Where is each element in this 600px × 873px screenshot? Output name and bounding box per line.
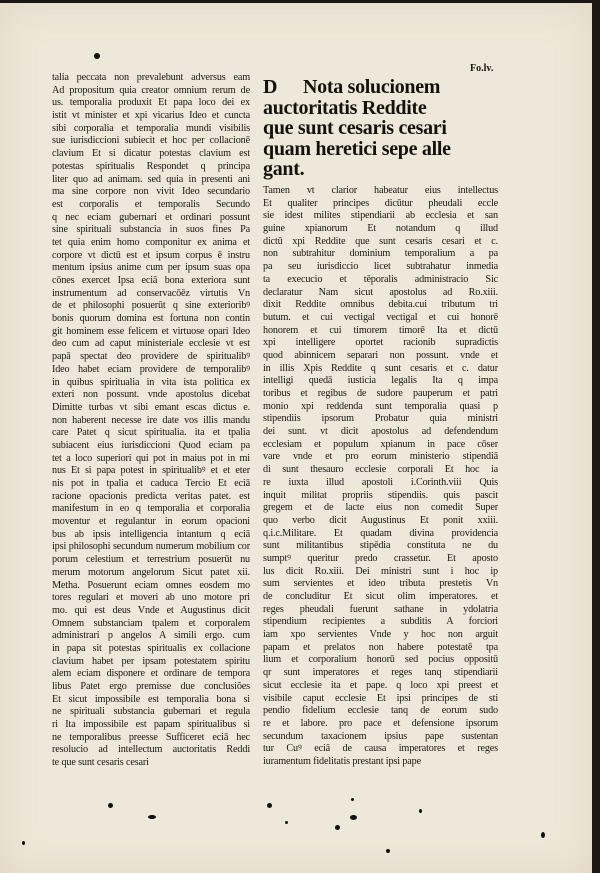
text-line: stipendium recipientes a subditis A forciori (263, 616, 498, 628)
text-line: toribus et regibus de sudore pauperum et patri (263, 388, 498, 399)
text-line: Ideo habet eciam providere de temporalibꝰ (52, 363, 250, 375)
text-line: ne temporalibus preesse Sufficeret eciā hec (52, 731, 250, 743)
text-line: q.i.c.Militare. Et quadam divina providencia (263, 527, 498, 539)
section-heading (263, 77, 503, 180)
text-line: tet quia enim homo componitur ex anima et (52, 236, 250, 248)
ink-speck (419, 809, 422, 813)
text-line: moventur et regulantur in eorum opacioni (52, 516, 250, 528)
text-line: gregem et de lacte eius non comedit Super (263, 502, 498, 514)
ink-speck (541, 832, 545, 838)
text-line: iam xpo servientes Vnde y hoc non arguit (263, 629, 498, 641)
text-line: non subtrahitur dominium temporalium a pa (263, 248, 498, 260)
text-line: dixit Reddite omnibus debita.cui tributum tri (263, 299, 498, 311)
text-line: te que sunt cesaris cesari (52, 757, 149, 769)
text-line: visibile caput ecclesie Et ipsi principes de sti (263, 692, 498, 704)
text-line: nis pot in tpalia et caduca Tercio Et eciā (52, 478, 250, 489)
text-line: administrari p angelos A simili ergo. cum (52, 630, 250, 642)
text-line: sine spirituali substancia in suos fines Pa (52, 224, 250, 236)
heading-text: Nota solucionem (303, 77, 441, 98)
ink-speck (94, 53, 100, 59)
text-line: Ad propositum quia creator omnium rerum de (52, 84, 250, 96)
text-line: in quibus spiritualia in vita ista politica ex (52, 376, 250, 388)
text-line: qr sunt imperatores et reges tanq stipendiarii (263, 667, 498, 679)
text-line: mentum ipsius anime cum per ipsum suas opa (52, 262, 250, 274)
text-line: bonis quorum domina est fortuna non contin (52, 313, 250, 325)
text-line: in illis Xpis Reddite q sunt cesaris et c. datur (263, 362, 498, 374)
text-line: Et qualiter principes dicūtur pheudali eccle (263, 197, 498, 209)
text-line: secundum taxacionem ipsius pape sustentan (263, 730, 498, 742)
text-line: ri Ita impossibile est papam spiritualibus si (52, 719, 250, 731)
text-line: Omnem substanciam tpalem et corporalem (52, 617, 250, 629)
right-text-column (263, 185, 498, 769)
text-line: declaratur Nam sicut apostolus ad Ro.xiii. (263, 286, 498, 298)
text-line: quod abinnicem separari non possunt. vnde et (263, 349, 498, 361)
ink-speck (386, 849, 390, 853)
text-line: intelligi quedā iusticia legalis Ita q impa (263, 375, 498, 387)
text-line: monio xpi reddenda sunt temporalia quasi p (263, 400, 498, 412)
left-text-column (52, 72, 250, 770)
text-line: sumptꝰ queritur predo crassetur. Et aposto (263, 552, 498, 564)
text-line: us. temporalia produxit Et papa loco dei ex (52, 97, 250, 109)
text-line: sue iurisdiccioni subiecit et hoc per collacionē (52, 135, 250, 147)
text-line: lium et corporalium honorū sed pocius oppositū (263, 654, 498, 666)
book-page (0, 3, 592, 873)
ink-speck (267, 803, 272, 808)
text-line: resolucio ad intellectum auctoritatis Reddi (52, 744, 250, 756)
text-line: care Patet q sicut spiritualia. ita et tpalia (52, 427, 250, 439)
text-line: papam et prelatos non habere potestatē tpa (263, 641, 498, 653)
text-line: dictū xpi Reddite que sunt cesaris cesari et c. (263, 235, 498, 247)
text-line: cōnes exercet Ipsa eciā bona exteriora sunt (52, 275, 250, 286)
ink-speck (285, 821, 288, 824)
text-line: de concluditur Et sicut olim imperatores. et (263, 591, 498, 602)
text-line: liter quo ad animam. sed quia in presenti ani (52, 173, 250, 185)
guide-letter: D (263, 77, 278, 98)
text-line: non haberent necesse ire date vos illis mandu (52, 414, 250, 426)
text-line: ipsi philosophi secundum numerum mobilium cor (52, 541, 250, 553)
heading-line: auctoritatis Reddite (263, 97, 427, 118)
text-line: ma sine corpore non vivit Ideo secundario (52, 186, 250, 198)
folio-number: Fo.lv. (470, 63, 494, 74)
text-line: bus ab ipsis intelligencia intantum q eciā (52, 528, 250, 540)
text-line: Dimitte turbas vt sibi emant escas dictus e. (52, 401, 250, 413)
text-line: Tamen vt clarior habeatur eius intellectus (263, 185, 498, 196)
text-line: tores regulari et moveri ab uno motore pri (52, 592, 250, 604)
text-line: honorem et cui timorem timorē Ita et dictū (263, 324, 498, 336)
text-line: sunt militantibus stipēdia constituta ne du (263, 540, 498, 552)
text-line: sicut ecclesie ita et pape. q loco xpi preest et (263, 679, 498, 691)
text-line: ne spirituali substancia gubernari et regula (52, 706, 250, 718)
text-line: nus Et si papa potest in spiritualibꝰ et et eter (52, 465, 250, 477)
text-line: sum servientes et ideo tributa prestetis Vn (263, 578, 498, 590)
text-line: di sunt thesauro ecclesie corporali Et hoc ia (263, 464, 498, 476)
text-line: dei sunt. vt dicit apostolus ad defendendum (263, 426, 498, 438)
text-line: corpore vt dictū est et ipsum corpus ē instru (52, 249, 250, 261)
text-line: guine xpianorum Et notandum q illud (263, 223, 498, 235)
text-line: de et philosophi posuerūt q sine exterioribꝰ (52, 300, 250, 312)
text-line: butum. et cui vectigal vectigal et cui honorē (263, 311, 498, 323)
text-line: q nec eciam gubernari et ordinari possunt (52, 211, 250, 223)
text-line: tur Cuꝰ eciā de causa imperatores et reges (263, 743, 498, 755)
text-line: racione opacionis predicta veritas patet. est (52, 490, 250, 502)
text-line: xpi intelligere oportet racionib supradictis (263, 337, 498, 349)
text-line: sie idest milites stipendiarii ab ecclesia et san (263, 210, 498, 222)
text-line: tet a loco superiori qui pot in maius pot in mi (52, 452, 250, 464)
text-line: manifestum in eo q temporalia et corporalia (52, 503, 250, 515)
text-line: libus Patet ergo premisse due conclusiões (52, 681, 250, 692)
text-line: re et labore. pro pace et defensione ipsorum (263, 717, 498, 729)
text-line: vare vnde et pro eorum ministerio stipendiā (263, 451, 498, 463)
heading-line: gant. (263, 159, 305, 180)
text-line: est corporalis et temporalis Secundo (52, 198, 250, 210)
heading-line: quam heretici sepe alle (263, 138, 451, 159)
text-line: potestas spiritualis Respondet q principa (52, 160, 250, 172)
text-line: pa seu iurisdiccio licet subtrahatur inmedia (263, 261, 498, 273)
text-line: re iuxta illud apostoli i.Corinth.viii Quis (263, 476, 498, 488)
text-line: sibi corporalia et temporalia mundi visibilis (52, 122, 250, 134)
text-line: mo. qui est deus Vnde et Augustinus dicit (52, 604, 250, 616)
text-line: inquit militat propriis stipendiis. quis pascit (263, 489, 498, 501)
text-line: iuramentum fidelitatis prestant ipsi pape (263, 755, 421, 767)
text-line: papā spectat deo providere de spiritualibꝰ (52, 351, 250, 363)
text-line: Metha. Posuerunt eciam omnes eosdem mo (52, 579, 250, 591)
heading-line: que sunt cesaris cesari (263, 118, 447, 139)
text-line: instrumentum ad conservacōēz virtutis Vn (52, 287, 250, 299)
ink-speck (350, 815, 357, 820)
text-line: istit vt minister et xpi vicarius Ideo et cuncta (52, 110, 250, 122)
text-line: quo verbo dicit Augustinus Et ponit xxiii. (263, 514, 498, 526)
text-line: clavium Et si dicatur potestas clavium est (52, 148, 250, 160)
ink-speck (351, 798, 354, 801)
text-line: subiacent eius iurisdiccioni Quod eciam pa (52, 439, 250, 451)
text-line: talia peccata non prevalebunt adversus eam (52, 72, 250, 83)
text-line: lus dicit Ro.xiii. Dei ministri sunt i hoc ip (263, 565, 498, 577)
text-line: ta execucio et tēporalis administracio Sic (263, 273, 498, 285)
ink-speck (108, 803, 113, 808)
text-line: clavium habet per ipsam potestatem spiritu (52, 655, 250, 667)
text-line: in papa sit potestas spiritualis ex collacione (52, 642, 250, 654)
ink-speck (22, 841, 25, 845)
text-line: deo cum ad caput ministeriale ecclesie vt est (52, 338, 250, 350)
heading-line (263, 77, 503, 98)
text-line: git hominem esse felicem et virtuose opari Ideo (52, 325, 250, 337)
text-line: reges pheudali fuerunt sathane in ydolatria (263, 603, 498, 615)
text-line: Et sicut impossibile est temporalia bona si (52, 693, 250, 705)
text-line: alem eciam disponere et ordinare de tempora (52, 668, 250, 680)
ink-speck (335, 825, 340, 830)
text-line: exteri non possunt. vnde apostolus dicebat (52, 389, 250, 401)
text-line: porum celestium et terrestrium posuerūt nu (52, 554, 250, 566)
ink-speck (148, 815, 156, 819)
text-line: stipendiis ipsorum Probatur quia ministri (263, 413, 498, 425)
text-line: ecclesiam et populum xpianum in pace cōser (263, 438, 498, 450)
text-line: merum motorum angelorum Sicut patet xii. (52, 566, 250, 578)
text-line: pendio fidelium ecclesie tanq de eorum sudo (263, 705, 498, 717)
